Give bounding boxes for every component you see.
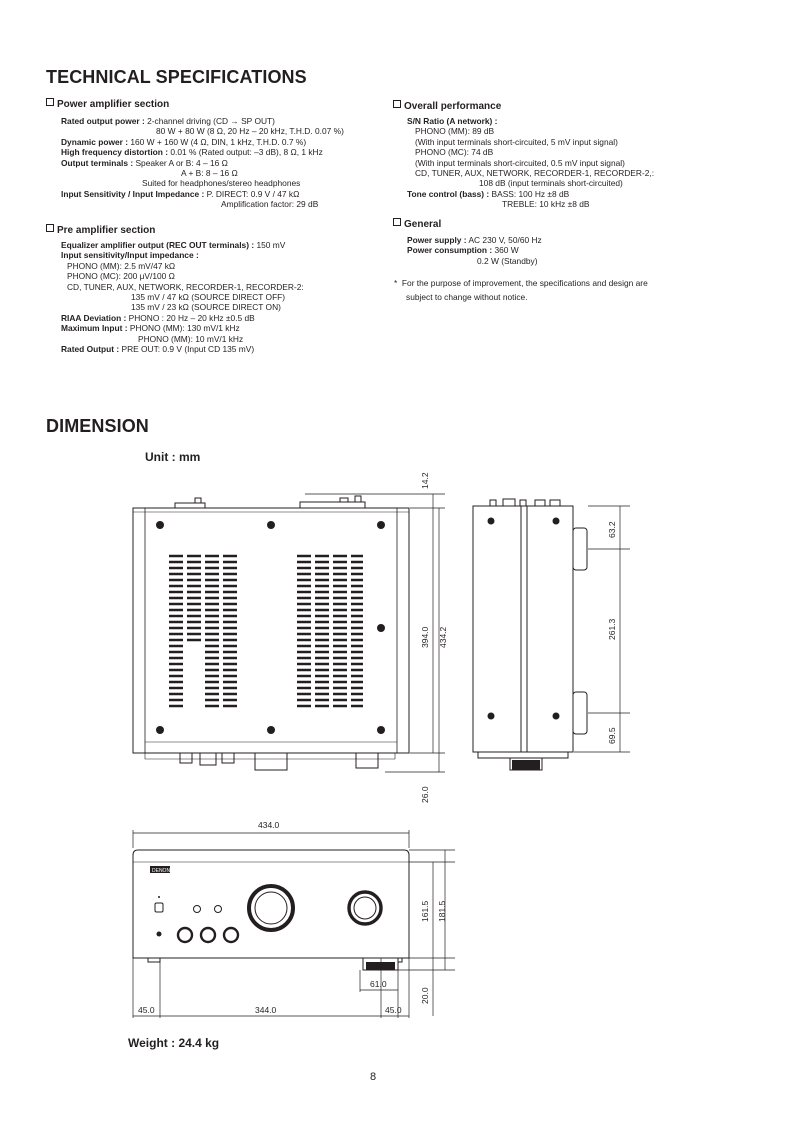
dim-63-2: 63.2 — [607, 521, 617, 538]
front-logo: DENON — [152, 868, 171, 874]
dim-261-3: 261.3 — [607, 618, 617, 640]
general-note: * For the purpose of improvement, the specifications and design are subject to change without notice. — [394, 278, 648, 302]
dim-344: 344.0 — [255, 1005, 277, 1015]
dimension-lines — [133, 494, 630, 1018]
general-heading: General — [393, 218, 441, 230]
dim-161-5: 161.5 — [420, 900, 430, 922]
weight-label: Weight : 24.4 kg — [128, 1036, 220, 1050]
dimension-title: DIMENSION — [46, 416, 149, 436]
dim-181-5: 181.5 — [437, 900, 447, 922]
dim-45-left: 45.0 — [138, 1005, 155, 1015]
top-view — [133, 496, 409, 770]
pre-amp-heading: Pre amplifier section — [46, 224, 155, 236]
pre-amp-specs: Equalizer amplifier output (REC OUT terminals) : 150 mV Input sensitivity/Input impedance : PHONO (MM): 2.5 mV/47 kΩ PHONO (MC): 200 μV/100 Ω CD, TUNER, AUX, NETWORK, RECORDER-1, RECORDER-2: 135 mV / 47 kΩ (SOURCE DIRECT OFF) 135 mV / 23 kΩ (SOURCE DIRECT ON) RIAA Deviation : PHONO : 20 Hz – 20 kHz ±0.5 dB Maximum Input : PHONO (MM): 130 mV/1 kHz PHONO (MM): 10 mV/1 kHz Rated Output : PRE OUT: 0.9 V (Input CD 135 mV) — [61, 240, 304, 355]
dim-20: 20.0 — [420, 987, 430, 1004]
dim-26: 26.0 — [420, 786, 430, 803]
dim-434-2: 434.2 — [438, 626, 448, 648]
vent-slots — [169, 556, 363, 706]
dim-434: 434.0 — [258, 820, 280, 830]
power-amp-heading: Power amplifier section — [46, 98, 169, 110]
overall-specs: S/N Ratio (A network) : PHONO (MM): 89 dB (With input terminals short-circuited, 5 mV input signal) PHONO (MC): 74 dB (With input terminals short-circuited, 0.5 mV input signal) CD, TUNER, AUX, NETWORK, RECORDER-1, RECORDER-2,: 108 dB (input terminals short-circuited) Tone control (bass) : BASS: 100 Hz ±8 dB TREBLE: 10 kHz ±8 dB — [407, 116, 655, 210]
power-amp-specs: Rated output power : 2-channel driving (CD → SP OUT) 80 W + 80 W (8 Ω, 20 Hz – 20 kHz, T.H.D. 0.07 %) Dynamic power : 160 W + 160 W (4 Ω, DIN, 1 kHz, T.H.D. 0.7 %) High frequency distortion : 0.01 % (Rated output: –3 dB), 8 Ω, 1 kHz Output terminals : Speaker A or B: 4 – 16 Ω A + B: 8 – 16 Ω Suited for headphones/stereo headphones Input Sensitivity / Input Impedance : P. DIRECT: 0.9 V / 47 kΩ Amplification factor: 29 dB — [61, 116, 344, 210]
unit-label: Unit : mm — [145, 450, 201, 464]
dim-394: 394.0 — [420, 626, 430, 648]
page-title: TECHNICAL SPECIFICATIONS — [46, 67, 307, 87]
overall-heading: Overall performance — [393, 100, 501, 112]
side-view — [473, 499, 587, 770]
dim-45-right: 45.0 — [385, 1005, 402, 1015]
front-view — [133, 850, 409, 970]
dim-14-2: 14.2 — [420, 472, 430, 489]
dim-61: 61.0 — [370, 979, 387, 989]
dim-69-5: 69.5 — [607, 727, 617, 744]
page-number: 8 — [370, 1071, 377, 1083]
general-specs: Power supply : AC 230 V, 50/60 Hz Power consumption : 360 W 0.2 W (Standby) — [407, 235, 542, 266]
